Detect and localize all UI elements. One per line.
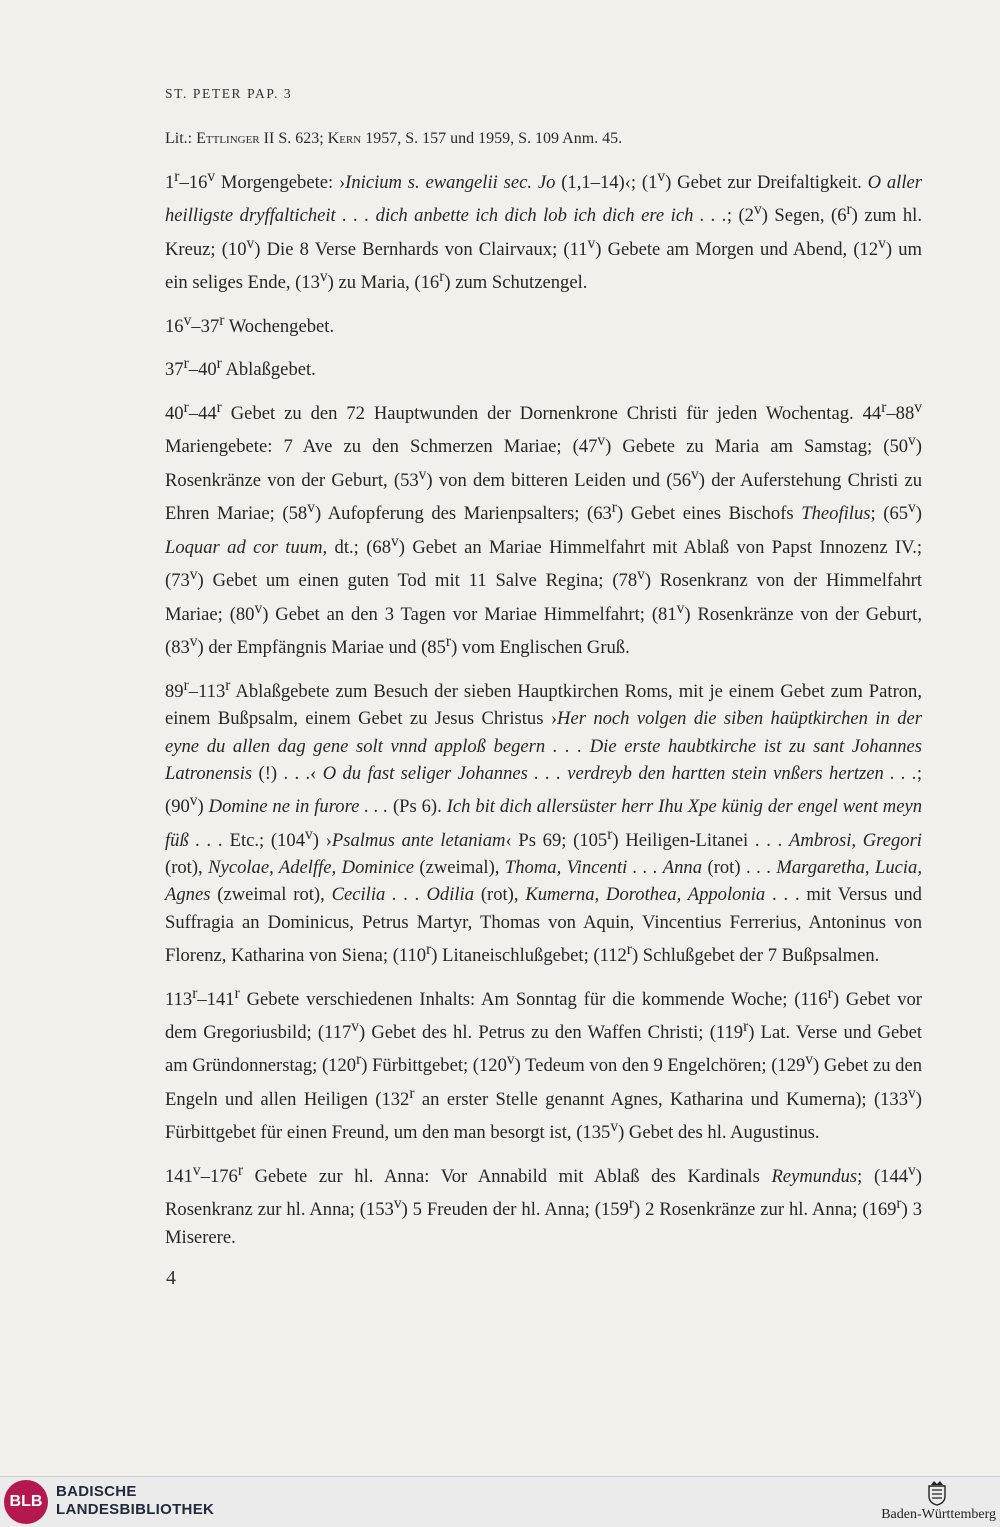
entry-paragraph: 141$^v$–176$^r$ Gebete zur hl. Anna: Vor Annabild mit Ablaß des Kardinals Reymundus; (144$^v$) Rosenkranz zur hl. Anna; (153$^v$) 5 Freuden der hl. Anna; (159$^r$) 2 Rosenkränze zur hl. Anna; (169$^r$) 3 Miserere.	[165, 1161, 923, 1248]
state-name[interactable]: Baden-Württemberg	[881, 1507, 996, 1522]
entry-paragraph: 37$^r$–40$^r$ Ablaßgebet.	[165, 355, 316, 381]
library-name-line1: BADISCHE	[56, 1483, 137, 1500]
library-name-line2: LANDESBIBLIOTHEK	[56, 1501, 215, 1518]
entry-paragraph: 89$^r$–113$^r$ Ablaßgebete zum Besuch der sieben Hauptkirchen Roms, mit je einem Gebet zum Patron, einem Bußpsalm, einem Gebet zu Jesus Christus ›Her noch volgen die siben haüptkirchen in der eyne du allen dag gene solt vnnd applоß begern . . . Die erste haubtkirche ist zu sant Johannes Latronensis (!) . . .‹ O du fast seliger Johannes . . . verdreyb den hartten stein vnßers hertzen . . .; (90$^v$) Domine ne in furore . . . (Ps 6). Ich bit dich allersüster herr Ihu Xpe künig der engel went meyn füß . . . Etc.; (104$^v$) ›Psalmus ante letaniam‹ Ps 69; (105$^r$) Heiligen-Litanei . . . Ambrosi, Gregori (rot), Nycolae, Adelffe, Dominice (zweimal), Thoma, Vincenti . . . Anna (rot) . . . Margaretha, Lucia, Agnes (zweimal rot), Cecilia . . . Odilia (rot), Kumerna, Dorothea, Appolonia . . . mit Versus und Suffragia an Dominicus, Petrus Martyr, Thomas von Aquin, Vincentius Ferrerius, Antoninus von Florenz, Katharina von Siena; (110$^r$) Litaneischlußgebet; (112$^r$) Schlußgebet der 7 Bußpsalmen.	[165, 676, 922, 967]
entry-paragraph: 40$^r$–44$^r$ Gebet zu den 72 Hauptwunden der Dornenkrone Christi für jeden Wochentag. 44$^r$–88$^v$ Mariengebete: 7 Ave zu den Schmerzen Mariae; (47$^v$) Gebete zu Maria am Samstag; (50$^v$) Rosenkränze von der Geburt, (53$^v$) von dem bitteren Leiden und (56$^v$) der Auferstehung Christi zu Ehren Mariae; (58$^v$) Aufopferung des Marienpsalters; (63$^r$) Gebet eines Bischofs Theofilus; (65$^v$) Loquar ad cor tuum, dt.; (68$^v$) Gebet an Mariae Himmelfahrt mit Ablaß von Papst Innozenz IV.; (73$^v$) Gebet um einen guten Tod mit 11 Salve Regina; (78$^v$) Rosenkranz von der Himmelfahrt Mariae; (80$^v$) Gebet an den 3 Tagen vor Mariae Himmelfahrt; (81$^v$) Rosenkränze von der Geburt, (83$^v$) der Empfängnis Mariae und (85$^r$) vom Englischen Gruß.	[165, 398, 923, 659]
blb-logo[interactable]: BLB	[4, 1480, 48, 1524]
coat-of-arms-icon	[926, 1480, 948, 1506]
footer-bar	[0, 1476, 1000, 1527]
library-name[interactable]	[56, 1483, 214, 1519]
page-number: 4	[166, 1267, 176, 1289]
literature-line: Lit.: Ettlinger II S. 623; Kern 1957, S. 157 und 1959, S. 109 Anm. 45.	[165, 130, 623, 147]
entry-paragraph: 1$^r$–16$^v$ Morgengebete: ›Inicium s. ewangelii sec. Jo (1,1–14)‹; (1$^v$) Gebet zur Dreifaltigkeit. O aller heilligste dryffalticheit . . . dich anbette ich dich lob ich dich ere ich . . .; (2$^v$) Segen, (6$^r$) zum hl. Kreuz; (10$^v$) Die 8 Verse Bernhards von Clairvaux; (11$^v$) Gebete am Morgen und Abend, (12$^v$) um ein seliges Ende, (13$^v$) zu Maria, (16$^r$) zum Schutzengel.	[165, 168, 922, 294]
catalog-entries	[165, 163, 922, 1261]
entry-paragraph: 113$^r$–141$^r$ Gebete verschiedenen Inhalts: Am Sonntag für die kommende Woche; (116$^r$) Gebet vor dem Gregoriusbild; (117$^v$) Gebet des hl. Petrus zu den Waffen Christi; (119$^r$) Lat. Verse und Gebet am Gründonnerstag; (120$^r$) Fürbittgebet; (120$^v$) Tedeum von den 9 Engelchören; (129$^v$) Gebet zu den Engeln und allen Heiligen (132$^r$ an erster Stelle genannt Agnes, Katharina und Kumerna); (133$^v$) Fürbittgebet für einen Freund, um den man besorgt ist, (135$^v$) Gebet des hl. Augustinus.	[165, 984, 922, 1144]
running-header: ST. PETER PAP. 3	[165, 86, 293, 101]
entry-paragraph: 16$^v$–37$^r$ Wochengebet.	[165, 311, 335, 338]
